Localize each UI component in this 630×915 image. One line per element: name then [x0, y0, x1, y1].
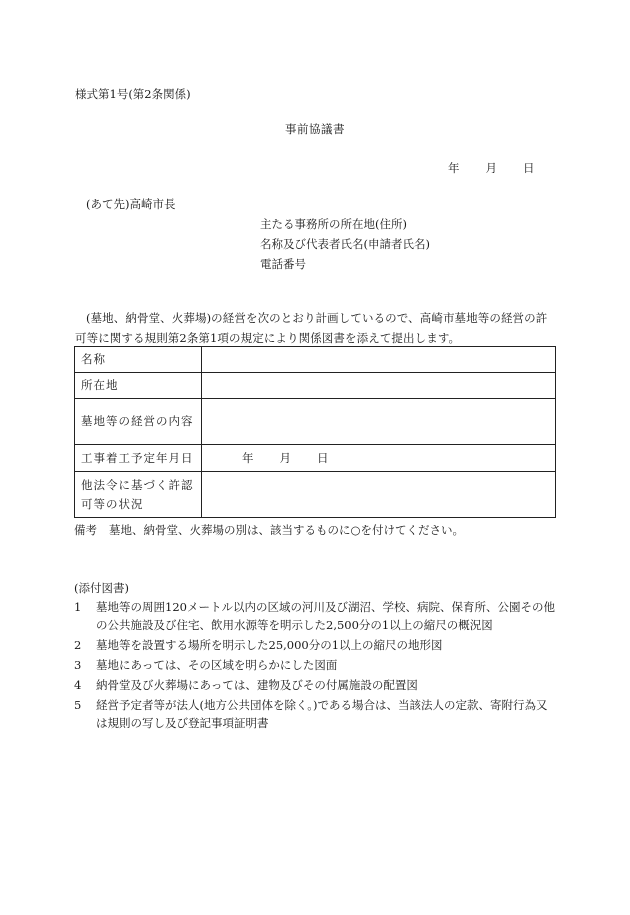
row-value-construction-date[interactable]: [202, 445, 556, 472]
attachment-text: 墓地にあっては、その区域を明らかにした図面: [96, 658, 338, 672]
construction-day-label: 日: [317, 450, 329, 465]
construction-year-label: 年: [242, 450, 254, 465]
document-title: 事前協議書: [285, 122, 345, 136]
row-label-name: 名称: [75, 347, 202, 373]
attachment-number: 4: [74, 678, 82, 692]
attachment-number: 2: [74, 638, 82, 652]
attachment-text: 経営予定者等が法人(地方公共団体を除く。)である場合は、当該法人の定款、寄附行為又は規則の写し及び登記事項証明書: [96, 698, 548, 730]
row-value-management-content[interactable]: [202, 399, 556, 445]
date-day-label: 日: [523, 161, 535, 175]
row-value-name[interactable]: [202, 347, 556, 373]
attachment-number: 5: [74, 698, 82, 712]
list-item: [74, 636, 558, 654]
list-item: [74, 656, 558, 674]
remark-text: 墓地、納骨堂、火葬場の別は、該当するものに○を付けてください。: [109, 523, 465, 537]
row-label-other-permits: 他法令に基づく許認可等の状況: [75, 472, 202, 518]
applicant-office-address-label: 主たる事務所の所在地(住所): [260, 217, 407, 231]
row-value-other-permits[interactable]: [202, 472, 556, 518]
applicant-name-label: 名称及び代表者氏名(申請者氏名): [260, 237, 430, 251]
list-item: [74, 598, 558, 634]
table-row: [75, 399, 556, 445]
addressee: (あて先)高崎市長: [86, 197, 176, 211]
table-row: [75, 445, 556, 472]
table-row: [75, 347, 556, 373]
attachment-number: 3: [74, 658, 82, 672]
remark: [74, 522, 464, 539]
attachment-text: 墓地等を設置する場所を明示した25,000分の1以上の縮尺の地形図: [96, 638, 443, 652]
attachments-heading: (添付図書): [74, 581, 129, 595]
row-label-location: 所在地: [75, 373, 202, 399]
consultation-table: [74, 346, 556, 518]
row-value-location[interactable]: [202, 373, 556, 399]
attachment-text: 墓地等の周囲120メートル以内の区域の河川及び湖沼、学校、病院、保育所、公園その他の公共施設及び住宅、飲用水源等を明示した2,500分の1以上の縮尺の概況図: [96, 600, 555, 632]
intro-paragraph: (墓地、納骨堂、火葬場)の経営を次のとおり計画しているので、高崎市墓地等の経営の許可等に関する規則第2条第1項の規定により関係図書を添えて提出します。: [75, 311, 548, 345]
form-number: 様式第1号(第2条関係): [75, 87, 191, 101]
date-year-label: 年: [448, 161, 460, 175]
row-label-management-content: 墓地等の経営の内容: [75, 399, 202, 445]
attachment-number: 1: [74, 600, 82, 614]
list-item: [74, 696, 558, 732]
remark-label: 備考: [74, 523, 97, 537]
attachments-list: [74, 598, 558, 734]
row-label-construction-date: 工事着工予定年月日: [75, 445, 202, 472]
submission-date: [448, 160, 535, 177]
list-item: [74, 676, 558, 694]
attachment-text: 納骨堂及び火葬場にあっては、建物及びその付属施設の配置図: [96, 678, 418, 692]
table-row: [75, 373, 556, 399]
table-row: [75, 472, 556, 518]
date-month-label: 月: [485, 161, 497, 175]
construction-month-label: 月: [279, 450, 291, 465]
applicant-phone-label: 電話番号: [260, 257, 306, 271]
